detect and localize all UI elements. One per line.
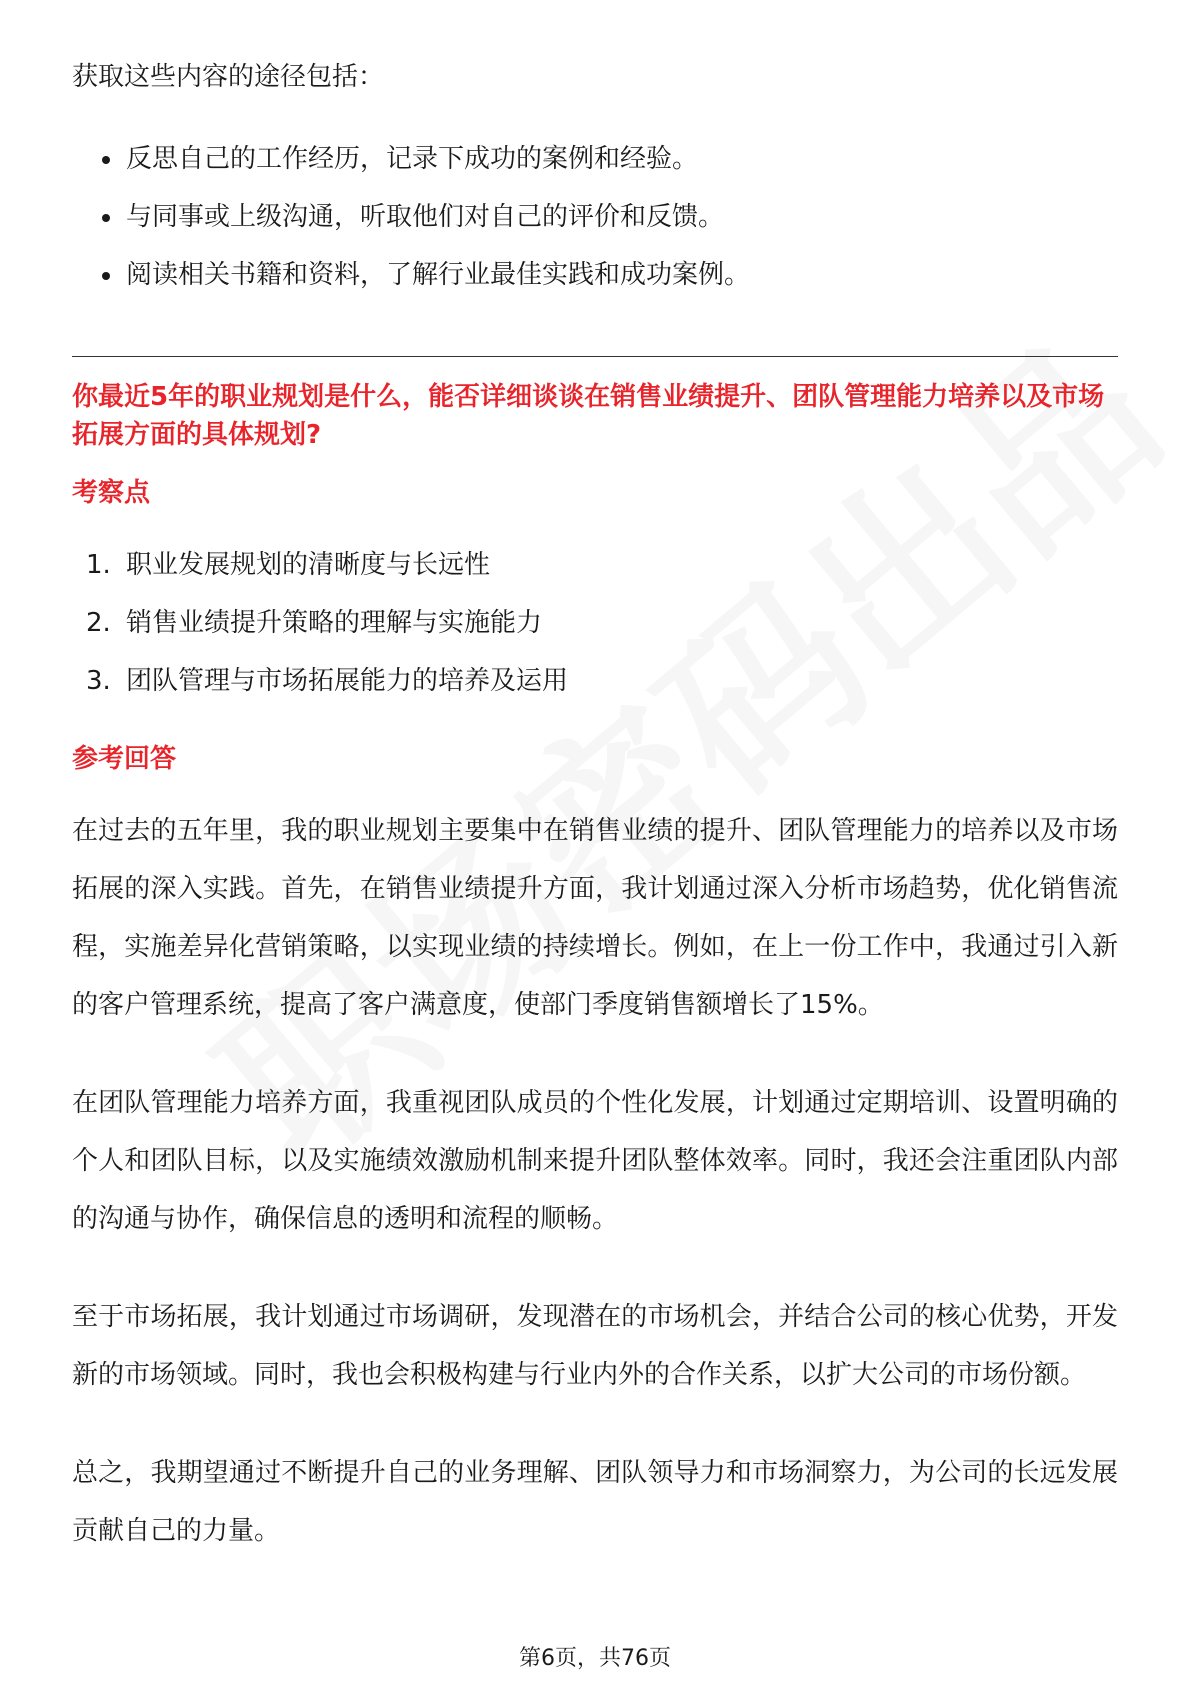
list-item — [72, 536, 568, 594]
bullet-list — [72, 130, 750, 304]
intro-text: 获取这些内容的途径包括： — [72, 62, 385, 92]
section-divider — [72, 356, 1118, 357]
list-number: 1. — [86, 550, 111, 580]
list-item-text: 团队管理与市场拓展能力的培养及运用 — [126, 666, 569, 696]
list-item: 阅读相关书籍和资料，了解行业最佳实践和成功案例。 — [72, 246, 750, 304]
list-item-text: 销售业绩提升策略的理解与实施能力 — [126, 608, 543, 638]
page-number: 第6页，共76页 — [519, 1646, 671, 1671]
section-title-points: 考察点 — [72, 478, 151, 508]
list-number: 3. — [86, 666, 111, 696]
list-number: 2. — [86, 608, 111, 638]
points-list — [72, 536, 568, 710]
list-item: 与同事或上级沟通，听取他们对自己的评价和反馈。 — [72, 188, 750, 246]
answer-paragraph: 在过去的五年里，我的职业规划主要集中在销售业绩的提升、团队管理能力的培养以及市场拓展的深入实践。首先，在销售业绩提升方面，我计划通过深入分析市场趋势，优化销售流程，实施差异化营销策略，以实现业绩的持续增长。例如，在上一份工作中，我通过引入新的客户管理系统，提高了客户满意度，使部门季度销售额增长了15%。 — [72, 816, 1118, 1020]
section-title-answer: 参考回答 — [72, 744, 177, 774]
answer-paragraph: 在团队管理能力培养方面，我重视团队成员的个性化发展，计划通过定期培训、设置明确的个人和团队目标，以及实施绩效激励机制来提升团队整体效率。同时，我还会注重团队内部的沟通与协作，确保信息的透明和流程的顺畅。 — [72, 1088, 1118, 1234]
answer-paragraph: 至于市场拓展，我计划通过市场调研，发现潜在的市场机会，并结合公司的核心优势，开发新的市场领域。同时，我也会积极构建与行业内外的合作关系，以扩大公司的市场份额。 — [72, 1302, 1118, 1390]
answer-paragraph: 总之，我期望通过不断提升自己的业务理解、团队领导力和市场洞察力，为公司的长远发展贡献自己的力量。 — [72, 1458, 1118, 1546]
question-heading: 你最近5年的职业规划是什么，能否详细谈谈在销售业绩提升、团队管理能力培养以及市场拓展方面的具体规划? — [72, 382, 1105, 450]
answer-body — [72, 802, 1118, 1600]
list-item — [72, 652, 568, 710]
list-item: 反思自己的工作经历，记录下成功的案例和经验。 — [72, 130, 750, 188]
list-item-text: 职业发展规划的清晰度与长远性 — [126, 550, 491, 580]
document-page — [72, 0, 1118, 1684]
list-item — [72, 594, 568, 652]
